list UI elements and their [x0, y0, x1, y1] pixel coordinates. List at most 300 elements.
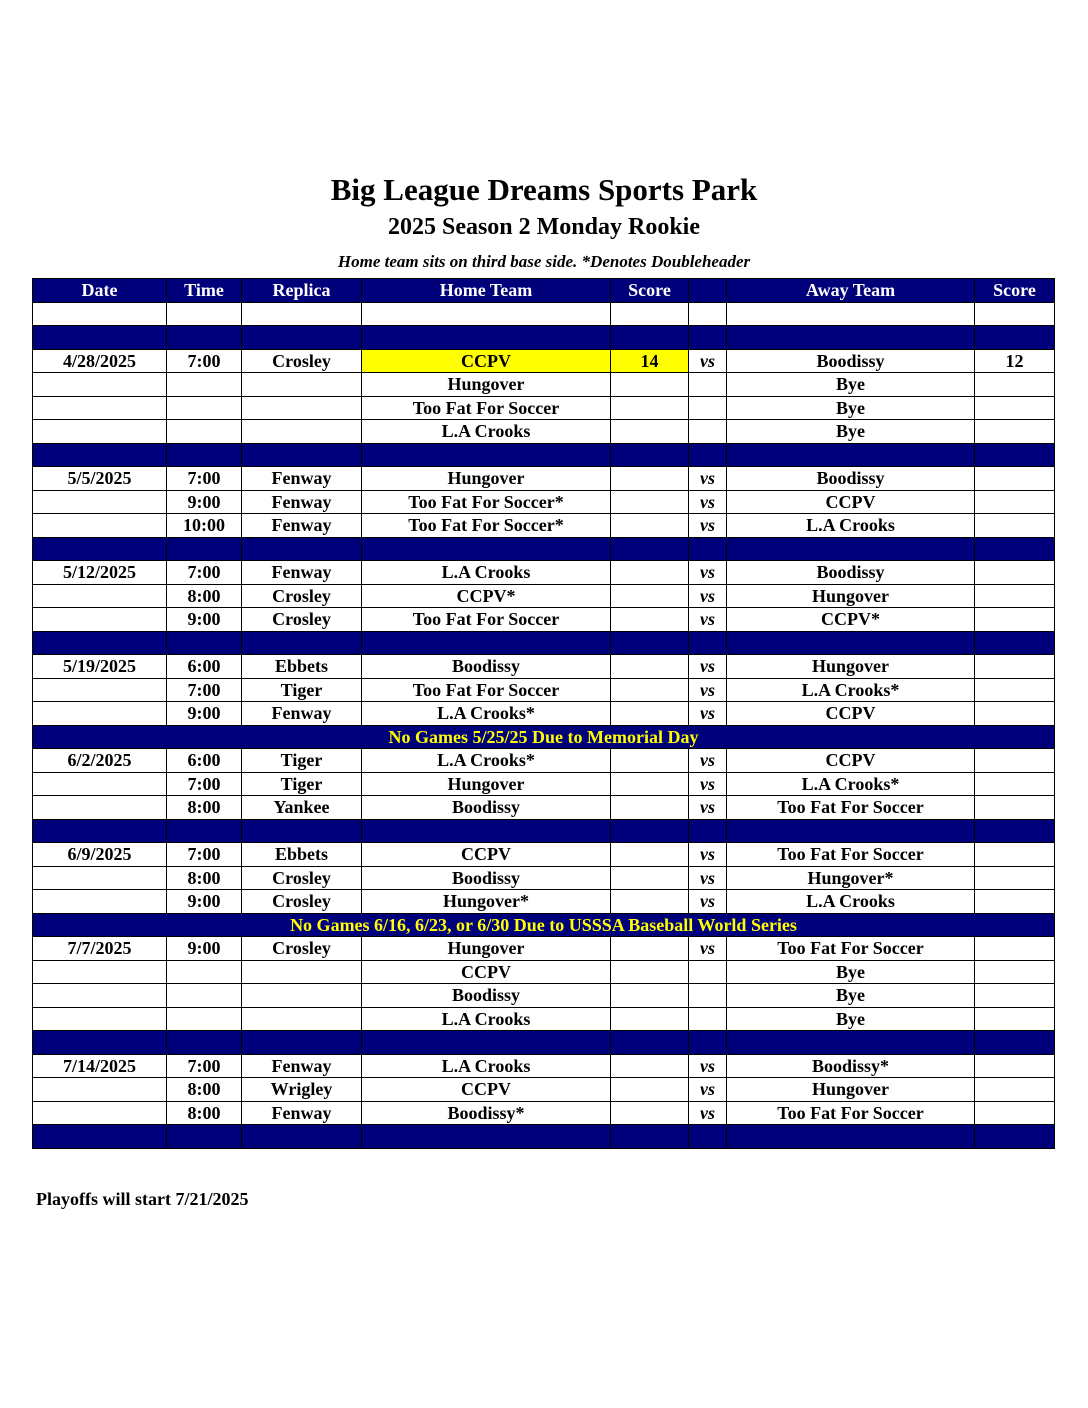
away-score-cell [975, 819, 1055, 843]
time-cell [167, 1007, 242, 1031]
replica-cell [242, 1031, 362, 1055]
date-cell [33, 960, 167, 984]
home-score-cell [611, 866, 689, 890]
home-team-cell: Too Fat For Soccer* [362, 514, 611, 538]
away-team-cell: Too Fat For Soccer [727, 843, 975, 867]
table-row [33, 890, 1055, 914]
table-row [33, 420, 1055, 444]
vs-cell: vs [689, 678, 727, 702]
away-team-cell: Hungover [727, 584, 975, 608]
separator-row [33, 1125, 1055, 1149]
date-cell [33, 678, 167, 702]
replica-cell: Ebbets [242, 843, 362, 867]
away-team-cell: Hungover [727, 1078, 975, 1102]
vs-cell [689, 443, 727, 467]
vs-cell: vs [689, 1054, 727, 1078]
vs-cell: vs [689, 584, 727, 608]
time-cell [167, 326, 242, 350]
time-cell [167, 984, 242, 1008]
home-team-cell: Boodissy [362, 655, 611, 679]
home-score-cell [611, 1078, 689, 1102]
date-cell [33, 1078, 167, 1102]
away-team-cell [727, 537, 975, 561]
time-cell: 7:00 [167, 843, 242, 867]
away-score-cell [975, 396, 1055, 420]
away-team-cell: Bye [727, 960, 975, 984]
vs-cell [689, 1007, 727, 1031]
replica-cell: Crosley [242, 584, 362, 608]
home-score-cell [611, 984, 689, 1008]
home-team-cell: L.A Crooks [362, 1007, 611, 1031]
table-row [33, 1007, 1055, 1031]
home-team-cell: Hungover [362, 373, 611, 397]
away-team-cell: L.A Crooks* [727, 678, 975, 702]
time-cell [167, 373, 242, 397]
date-cell [33, 819, 167, 843]
home-team-cell: Hungover* [362, 890, 611, 914]
table-row [33, 584, 1055, 608]
home-team-cell [362, 537, 611, 561]
date-cell [33, 1101, 167, 1125]
separator-row [33, 443, 1055, 467]
time-cell: 7:00 [167, 561, 242, 585]
home-team-cell [362, 302, 611, 326]
home-team-cell: L.A Crooks* [362, 749, 611, 773]
time-cell [167, 537, 242, 561]
home-score-cell [611, 326, 689, 350]
home-team-cell: Boodissy [362, 796, 611, 820]
vs-cell: vs [689, 866, 727, 890]
time-cell [167, 443, 242, 467]
away-score-cell [975, 1007, 1055, 1031]
col-header-home-team: Home Team [362, 279, 611, 303]
date-cell: 4/28/2025 [33, 349, 167, 373]
home-team-cell: CCPV [362, 349, 611, 373]
time-cell: 9:00 [167, 608, 242, 632]
replica-cell: Tiger [242, 678, 362, 702]
home-team-cell: Boodissy [362, 866, 611, 890]
time-cell: 7:00 [167, 349, 242, 373]
time-cell: 9:00 [167, 890, 242, 914]
away-team-cell [727, 1031, 975, 1055]
away-score-cell [975, 326, 1055, 350]
away-team-cell: L.A Crooks [727, 890, 975, 914]
vs-cell: vs [689, 349, 727, 373]
vs-cell [689, 1031, 727, 1055]
home-score-cell [611, 890, 689, 914]
vs-cell: vs [689, 467, 727, 491]
replica-cell [242, 443, 362, 467]
home-score-cell [611, 537, 689, 561]
date-cell [33, 1007, 167, 1031]
col-header-away-score: Score [975, 279, 1055, 303]
away-team-cell [727, 1125, 975, 1149]
time-cell [167, 631, 242, 655]
time-cell: 7:00 [167, 772, 242, 796]
away-score-cell [975, 584, 1055, 608]
home-score-cell [611, 749, 689, 773]
vs-cell [689, 396, 727, 420]
table-header-row [33, 279, 1055, 303]
vs-cell: vs [689, 1078, 727, 1102]
home-team-cell [362, 326, 611, 350]
away-team-cell: Boodissy [727, 349, 975, 373]
replica-cell [242, 1007, 362, 1031]
away-score-cell [975, 960, 1055, 984]
vs-cell [689, 420, 727, 444]
replica-cell: Crosley [242, 608, 362, 632]
home-score-cell [611, 655, 689, 679]
date-cell [33, 631, 167, 655]
home-score-cell [611, 1101, 689, 1125]
home-team-cell: Hungover [362, 467, 611, 491]
home-score-cell [611, 796, 689, 820]
table-row [33, 866, 1055, 890]
date-cell [33, 772, 167, 796]
vs-cell [689, 631, 727, 655]
page-title: Big League Dreams Sports Park [330, 172, 758, 207]
date-cell [33, 1031, 167, 1055]
home-team-cell: Boodissy [362, 984, 611, 1008]
time-cell: 6:00 [167, 749, 242, 773]
table-row [33, 396, 1055, 420]
vs-cell [689, 1125, 727, 1149]
vs-cell: vs [689, 514, 727, 538]
away-score-cell [975, 749, 1055, 773]
replica-cell [242, 420, 362, 444]
away-score-cell [975, 937, 1055, 961]
away-score-cell [975, 302, 1055, 326]
away-score-cell [975, 631, 1055, 655]
table-row [33, 561, 1055, 585]
col-header-date: Date [33, 279, 167, 303]
date-cell [33, 890, 167, 914]
vs-cell: vs [689, 655, 727, 679]
time-cell: 7:00 [167, 467, 242, 491]
replica-cell [242, 326, 362, 350]
vs-cell: vs [689, 843, 727, 867]
table-row [33, 349, 1055, 373]
time-cell [167, 819, 242, 843]
table-row [33, 796, 1055, 820]
time-cell: 6:00 [167, 655, 242, 679]
away-team-cell: Bye [727, 373, 975, 397]
away-team-cell: L.A Crooks* [727, 772, 975, 796]
time-cell: 10:00 [167, 514, 242, 538]
away-team-cell [727, 443, 975, 467]
home-team-cell: L.A Crooks* [362, 702, 611, 726]
col-header-replica: Replica [242, 279, 362, 303]
home-team-cell: CCPV [362, 960, 611, 984]
home-team-cell: CCPV* [362, 584, 611, 608]
table-row [33, 655, 1055, 679]
time-cell: 9:00 [167, 702, 242, 726]
table-row [33, 1101, 1055, 1125]
home-team-cell [362, 1125, 611, 1149]
schedule-table [32, 278, 1055, 1149]
table-row [33, 467, 1055, 491]
date-cell [33, 702, 167, 726]
date-cell: 7/7/2025 [33, 937, 167, 961]
separator-row [33, 819, 1055, 843]
away-score-cell [975, 796, 1055, 820]
replica-cell [242, 537, 362, 561]
home-team-cell [362, 631, 611, 655]
home-score-cell [611, 631, 689, 655]
replica-cell: Crosley [242, 937, 362, 961]
date-cell [33, 326, 167, 350]
time-cell: 9:00 [167, 937, 242, 961]
home-team-cell: CCPV [362, 1078, 611, 1102]
time-cell [167, 1125, 242, 1149]
no-games-notice-row [33, 725, 1055, 749]
home-team-cell: Too Fat For Soccer [362, 608, 611, 632]
away-team-cell: CCPV [727, 490, 975, 514]
home-score-cell [611, 772, 689, 796]
time-cell: 7:00 [167, 1054, 242, 1078]
home-team-cell [362, 1031, 611, 1055]
away-team-cell: L.A Crooks [727, 514, 975, 538]
vs-cell: vs [689, 749, 727, 773]
away-team-cell [727, 819, 975, 843]
col-header-home-score: Score [611, 279, 689, 303]
away-score-cell: 12 [975, 349, 1055, 373]
home-score-cell [611, 420, 689, 444]
no-games-notice: No Games 5/25/25 Due to Memorial Day [33, 725, 1055, 749]
home-team-cell: Hungover [362, 772, 611, 796]
away-team-cell: Boodissy [727, 561, 975, 585]
table-row [33, 1078, 1055, 1102]
time-cell: 8:00 [167, 866, 242, 890]
time-cell [167, 960, 242, 984]
away-score-cell [975, 373, 1055, 397]
away-score-cell [975, 467, 1055, 491]
table-row [33, 749, 1055, 773]
away-score-cell [975, 1125, 1055, 1149]
away-score-cell [975, 561, 1055, 585]
replica-cell [242, 631, 362, 655]
replica-cell: Crosley [242, 890, 362, 914]
away-team-cell [727, 631, 975, 655]
away-team-cell: Boodissy [727, 467, 975, 491]
home-score-cell: 14 [611, 349, 689, 373]
away-score-cell [975, 702, 1055, 726]
vs-cell [689, 960, 727, 984]
time-cell [167, 302, 242, 326]
vs-cell: vs [689, 890, 727, 914]
vs-cell: vs [689, 937, 727, 961]
away-team-cell: Hungover [727, 655, 975, 679]
date-cell [33, 537, 167, 561]
date-cell: 6/2/2025 [33, 749, 167, 773]
home-score-cell [611, 584, 689, 608]
table-row [33, 1054, 1055, 1078]
replica-cell [242, 373, 362, 397]
time-cell: 8:00 [167, 1101, 242, 1125]
away-score-cell [975, 420, 1055, 444]
date-cell [33, 1125, 167, 1149]
time-cell: 9:00 [167, 490, 242, 514]
home-score-cell [611, 443, 689, 467]
home-team-cell: Boodissy* [362, 1101, 611, 1125]
home-score-cell [611, 302, 689, 326]
away-team-cell: Bye [727, 984, 975, 1008]
away-score-cell [975, 1101, 1055, 1125]
date-cell [33, 514, 167, 538]
vs-cell [689, 302, 727, 326]
separator-row [33, 1031, 1055, 1055]
home-score-cell [611, 1007, 689, 1031]
schedule-note: Home team sits on third base side. *Denotes Doubleheader [337, 252, 751, 271]
replica-cell [242, 1125, 362, 1149]
away-score-cell [975, 514, 1055, 538]
away-score-cell [975, 443, 1055, 467]
col-header-away-team: Away Team [727, 279, 975, 303]
page-subtitle: 2025 Season 2 Monday Rookie [387, 214, 701, 240]
vs-cell: vs [689, 1101, 727, 1125]
col-header-vs [689, 279, 727, 303]
table-row [33, 490, 1055, 514]
vs-cell: vs [689, 772, 727, 796]
replica-cell: Wrigley [242, 1078, 362, 1102]
away-score-cell [975, 1031, 1055, 1055]
vs-cell [689, 984, 727, 1008]
replica-cell: Crosley [242, 349, 362, 373]
date-cell [33, 420, 167, 444]
time-cell: 8:00 [167, 1078, 242, 1102]
home-score-cell [611, 561, 689, 585]
replica-cell: Tiger [242, 772, 362, 796]
table-row [33, 702, 1055, 726]
away-score-cell [975, 490, 1055, 514]
away-team-cell [727, 302, 975, 326]
replica-cell: Yankee [242, 796, 362, 820]
home-team-cell [362, 819, 611, 843]
home-score-cell [611, 373, 689, 397]
time-cell [167, 396, 242, 420]
table-row [33, 514, 1055, 538]
vs-cell [689, 537, 727, 561]
date-cell: 7/14/2025 [33, 1054, 167, 1078]
replica-cell [242, 819, 362, 843]
home-score-cell [611, 490, 689, 514]
home-score-cell [611, 819, 689, 843]
away-team-cell: Boodissy* [727, 1054, 975, 1078]
home-team-cell: Hungover [362, 937, 611, 961]
away-score-cell [975, 655, 1055, 679]
time-cell: 7:00 [167, 678, 242, 702]
away-team-cell [727, 326, 975, 350]
date-cell: 5/5/2025 [33, 467, 167, 491]
replica-cell: Fenway [242, 1054, 362, 1078]
away-score-cell [975, 678, 1055, 702]
table-row [33, 608, 1055, 632]
home-team-cell: Too Fat For Soccer [362, 396, 611, 420]
vs-cell: vs [689, 490, 727, 514]
replica-cell [242, 396, 362, 420]
date-cell: 5/12/2025 [33, 561, 167, 585]
home-score-cell [611, 514, 689, 538]
replica-cell: Tiger [242, 749, 362, 773]
home-team-cell: L.A Crooks [362, 1054, 611, 1078]
home-score-cell [611, 396, 689, 420]
no-games-notice-row [33, 913, 1055, 937]
date-cell [33, 396, 167, 420]
date-cell [33, 584, 167, 608]
home-score-cell [611, 843, 689, 867]
vs-cell [689, 326, 727, 350]
away-score-cell [975, 984, 1055, 1008]
home-team-cell: L.A Crooks [362, 561, 611, 585]
home-score-cell [611, 937, 689, 961]
table-row [33, 373, 1055, 397]
home-team-cell [362, 443, 611, 467]
time-cell [167, 420, 242, 444]
vs-cell [689, 373, 727, 397]
away-team-cell: Bye [727, 1007, 975, 1031]
home-score-cell [611, 960, 689, 984]
home-score-cell [611, 1054, 689, 1078]
home-score-cell [611, 467, 689, 491]
date-cell [33, 490, 167, 514]
date-cell: 6/9/2025 [33, 843, 167, 867]
playoffs-note: Playoffs will start 7/21/2025 [36, 1189, 249, 1209]
date-cell [33, 984, 167, 1008]
vs-cell: vs [689, 796, 727, 820]
replica-cell: Fenway [242, 702, 362, 726]
home-score-cell [611, 608, 689, 632]
away-team-cell: CCPV [727, 749, 975, 773]
vs-cell: vs [689, 702, 727, 726]
home-score-cell [611, 702, 689, 726]
date-cell [33, 302, 167, 326]
away-team-cell: CCPV [727, 702, 975, 726]
replica-cell: Fenway [242, 490, 362, 514]
away-score-cell [975, 1054, 1055, 1078]
table-row [33, 843, 1055, 867]
replica-cell [242, 960, 362, 984]
replica-cell: Crosley [242, 866, 362, 890]
table-row [33, 937, 1055, 961]
replica-cell: Fenway [242, 514, 362, 538]
date-cell [33, 373, 167, 397]
separator-row [33, 326, 1055, 350]
home-team-cell: Too Fat For Soccer* [362, 490, 611, 514]
away-team-cell: Too Fat For Soccer [727, 1101, 975, 1125]
away-team-cell: Bye [727, 396, 975, 420]
time-cell [167, 1031, 242, 1055]
table-row [33, 984, 1055, 1008]
table-row [33, 960, 1055, 984]
separator-row [33, 537, 1055, 561]
date-cell [33, 443, 167, 467]
away-score-cell [975, 772, 1055, 796]
blank-row [33, 302, 1055, 326]
date-cell [33, 866, 167, 890]
away-team-cell: Hungover* [727, 866, 975, 890]
replica-cell: Fenway [242, 1101, 362, 1125]
replica-cell: Ebbets [242, 655, 362, 679]
home-score-cell [611, 1031, 689, 1055]
home-team-cell: CCPV [362, 843, 611, 867]
away-score-cell [975, 843, 1055, 867]
home-score-cell [611, 678, 689, 702]
date-cell [33, 796, 167, 820]
home-team-cell: L.A Crooks [362, 420, 611, 444]
date-cell: 5/19/2025 [33, 655, 167, 679]
away-team-cell: Too Fat For Soccer [727, 796, 975, 820]
replica-cell: Fenway [242, 561, 362, 585]
